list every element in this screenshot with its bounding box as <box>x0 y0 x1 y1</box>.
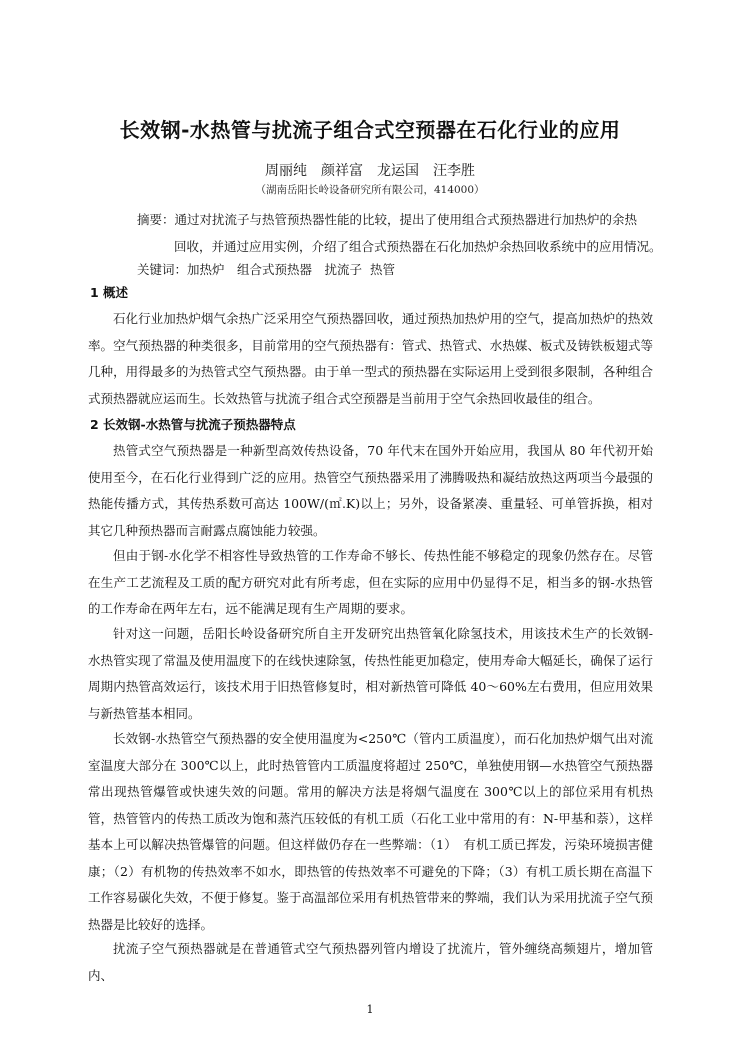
section-heading-overview: 1 概述 <box>90 285 129 300</box>
section-heading-features: 2 长效钢-水热管与扰流子预热器特点 <box>90 417 296 432</box>
paper-title: 长效钢-水热管与扰流子组合式空预器在石化行业的应用 <box>119 118 621 142</box>
author-affiliation: （湖南岳阳长岭设备研究所有限公司，414000） <box>255 184 485 196</box>
paragraph-hydrogen-removal: 针对这一问题，岳阳长岭设备研究所自主开发研究出热管氧化除氢技术，用该技术生产的长效钢-水热管实现了常温及使用温度下的在线快速除氢，传热性能更加稳定，使用寿命大幅延长，确保了运行周期内热管高效运行，该技术用于旧热管修复时，相对新热管可降低 40～60%左右费用，但应用效果与新热管基本相同。 <box>88 626 653 721</box>
abstract-line-2: 回收，并通过应用实例，介绍了组合式预热器在石化加热炉余热回收系统中的应用情况。 <box>174 239 662 254</box>
abstract-line-1: 摘要：通过对扰流子与热管预热器性能的比较，提出了使用组合式预热器进行加热炉的余热 <box>137 212 638 227</box>
paragraph-temperature-limit: 长效钢-水热管空气预热器的安全使用温度为<250℃（管内工质温度），而石化加热炉烟气出对流室温度大部分在 300℃以上，此时热管管内工质温度将超过 250℃，单独使用钢—水热管空气预热器常出现热管爆管或快速失效的问题。常用的解决方法是将烟气温度在 300℃以上的部位采用有机热管，热管管内的传热工质改为饱和蒸汽压较低的有机工质（石化工业中常用的有：N-甲基和萘），这样基本上可以解决热管爆管的问题。但这样做仍存在一些弊端：（1） 有机工质已挥发，污染环境损害健康；（2）有机物的传热效率不如水，即热管的传热效率不可避免的下降；（3）有机工质长期在高温下工作容易碳化失效，不便于修复。鉴于高温部位采用有机热管带来的弊端，我们认为采用扰流子空气预热器是比较好的选择。 <box>88 731 653 932</box>
abstract <box>137 206 672 260</box>
paragraph-overview: 石化行业加热炉烟气余热广泛采用空气预热器回收，通过预热加热炉用的空气，提高加热炉的热效率。空气预热器的种类很多，目前常用的空气预热器有：管式、热管式、水热媒、板式及铸铁板翅式等几种，用得最多的为热管式空气预热器。由于单一型式的预热器在实际运用上受到很多限制，各种组合式预热器就应运而生。长效热管与扰流子组合式空预器是当前用于空气余热回收最佳的组合。 <box>88 311 653 406</box>
paragraph-incompatibility: 但由于钢-水化学不相容性导致热管的工作寿命不够长、传热性能不够稳定的现象仍然存在。尽管在生产工艺流程及工质的配方研究对此有所考虑，但在实际的应用中仍显得不足，相当多的钢-水热管的工作寿命在两年左右，远不能满足现有生产周期的要求。 <box>88 548 653 616</box>
author-list: 周丽纯 颜祥富 龙运国 汪李胜 <box>265 163 475 179</box>
paragraph-turbulator: 扰流子空气预热器就是在普通管式空气预热器列管内增设了扰流片，管外缠绕高频翅片，增加管内、 <box>88 941 653 983</box>
keywords: 关键词：加热炉 组合式预热器 扰流子 热管 <box>137 262 395 277</box>
page-number: 1 <box>366 1003 374 1016</box>
paragraph-heat-pipe-intro: 热管式空气预热器是一种新型高效传热设备，70 年代末在国外开始应用，我国从 80 年代初开始使用至今，在石化行业得到广泛的应用。热管空气预热器采用了沸腾吸热和凝结放热这两项当今最强的热能传播方式，其传热系数可高达 100W/(㎡.K)以上；另外，设备紧凑、重量轻、可单管拆换，相对其它几种预热器而言耐露点腐蚀能力较强。 <box>88 443 653 538</box>
